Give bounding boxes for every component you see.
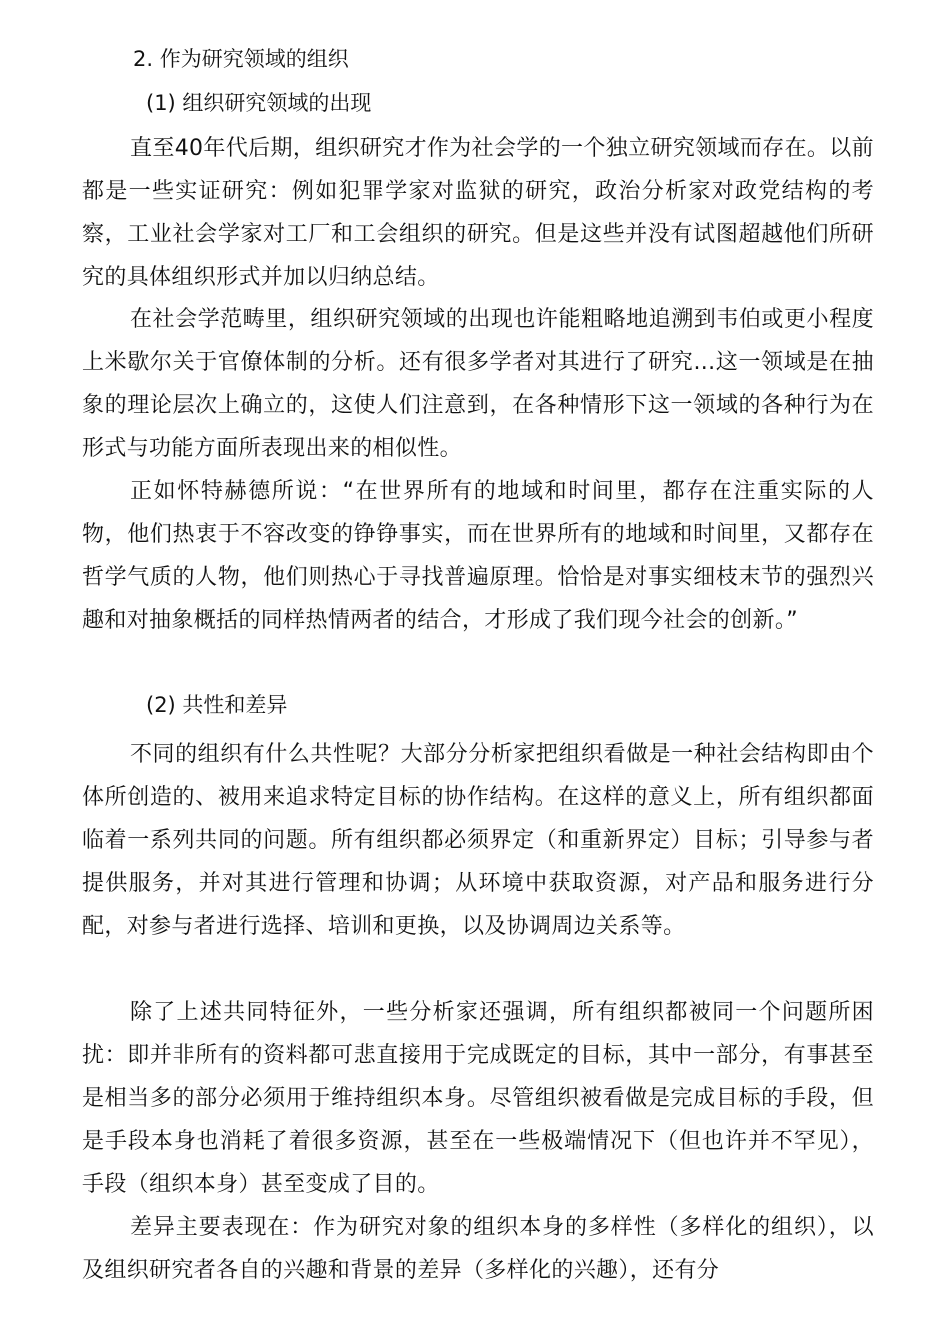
- paragraph-5: 除了上述共同特征外，一些分析家还强调，所有组织都被同一个问题所困扰：即并非所有的资料都可悲直接用于完成既定的目标，其中一部分，有事甚至是相当多的部分必须用于维持组织本身。尽管组织被看做是完成目标的手段，但是手段本身也消耗了着很多资源，甚至在一些极端情况下（但也许并不罕见），手段（组织本身）甚至变成了目的。: [82, 1000, 874, 1197]
- paragraph-6: 差异主要表现在：作为研究对象的组织本身的多样性（多样化的组织），以及组织研究者各自的兴趣和背景的差异（多样化的兴趣），还有分: [82, 1215, 874, 1283]
- paragraph-1: 直至40年代后期，组织研究才作为社会学的一个独立研究领域而存在。以前都是一些实证研究：例如犯罪学家对监狱的研究，政治分析家对政党结构的考察，工业社会学家对工厂和工会组织的研究。但是这些并没有试图超越他们所研究的具体组织形式并加以归纳总结。: [82, 136, 874, 290]
- paragraph-3: 正如怀特赫德所说：“在世界所有的地域和时间里，都存在注重实际的人物，他们热衷于不容改变的铮铮事实，而在世界所有的地域和时间里，又都存在哲学气质的人物，他们则热心于寻找普遍原理。恰恰是对事实细枝末节的强烈兴趣和对抽象概括的同样热情两者的结合，才形成了我们现今社会的创新。”: [82, 479, 874, 633]
- subsection-heading-emergence: (1) 组织研究领域的出现: [146, 91, 372, 115]
- paragraph-4: 不同的组织有什么共性呢？大部分分析家把组织看做是一种社会结构即由个体所创造的、被用来追求特定目标的协作结构。在这样的意义上，所有组织都面临着一系列共同的问题。所有组织都必须界定（和重新界定）目标；引导参与者提供服务，并对其进行管理和协调；从环境中获取资源，对产品和服务进行分配，对参与者进行选择、培训和更换，以及协调周边关系等。: [82, 742, 874, 939]
- paragraph-2: 在社会学范畴里，组织研究领域的出现也许能粗略地追溯到韦伯或更小程度上米歇尔关于官僚体制的分析。还有很多学者对其进行了研究...这一领域是在抽象的理论层次上确立的，这使人们注意到，在各种情形下这一领域的各种行为在形式与功能方面所表现出来的相似性。: [82, 307, 874, 461]
- subsection-heading-commonality: (2) 共性和差异: [146, 693, 288, 717]
- section-heading: 2. 作为研究领域的组织: [133, 47, 349, 71]
